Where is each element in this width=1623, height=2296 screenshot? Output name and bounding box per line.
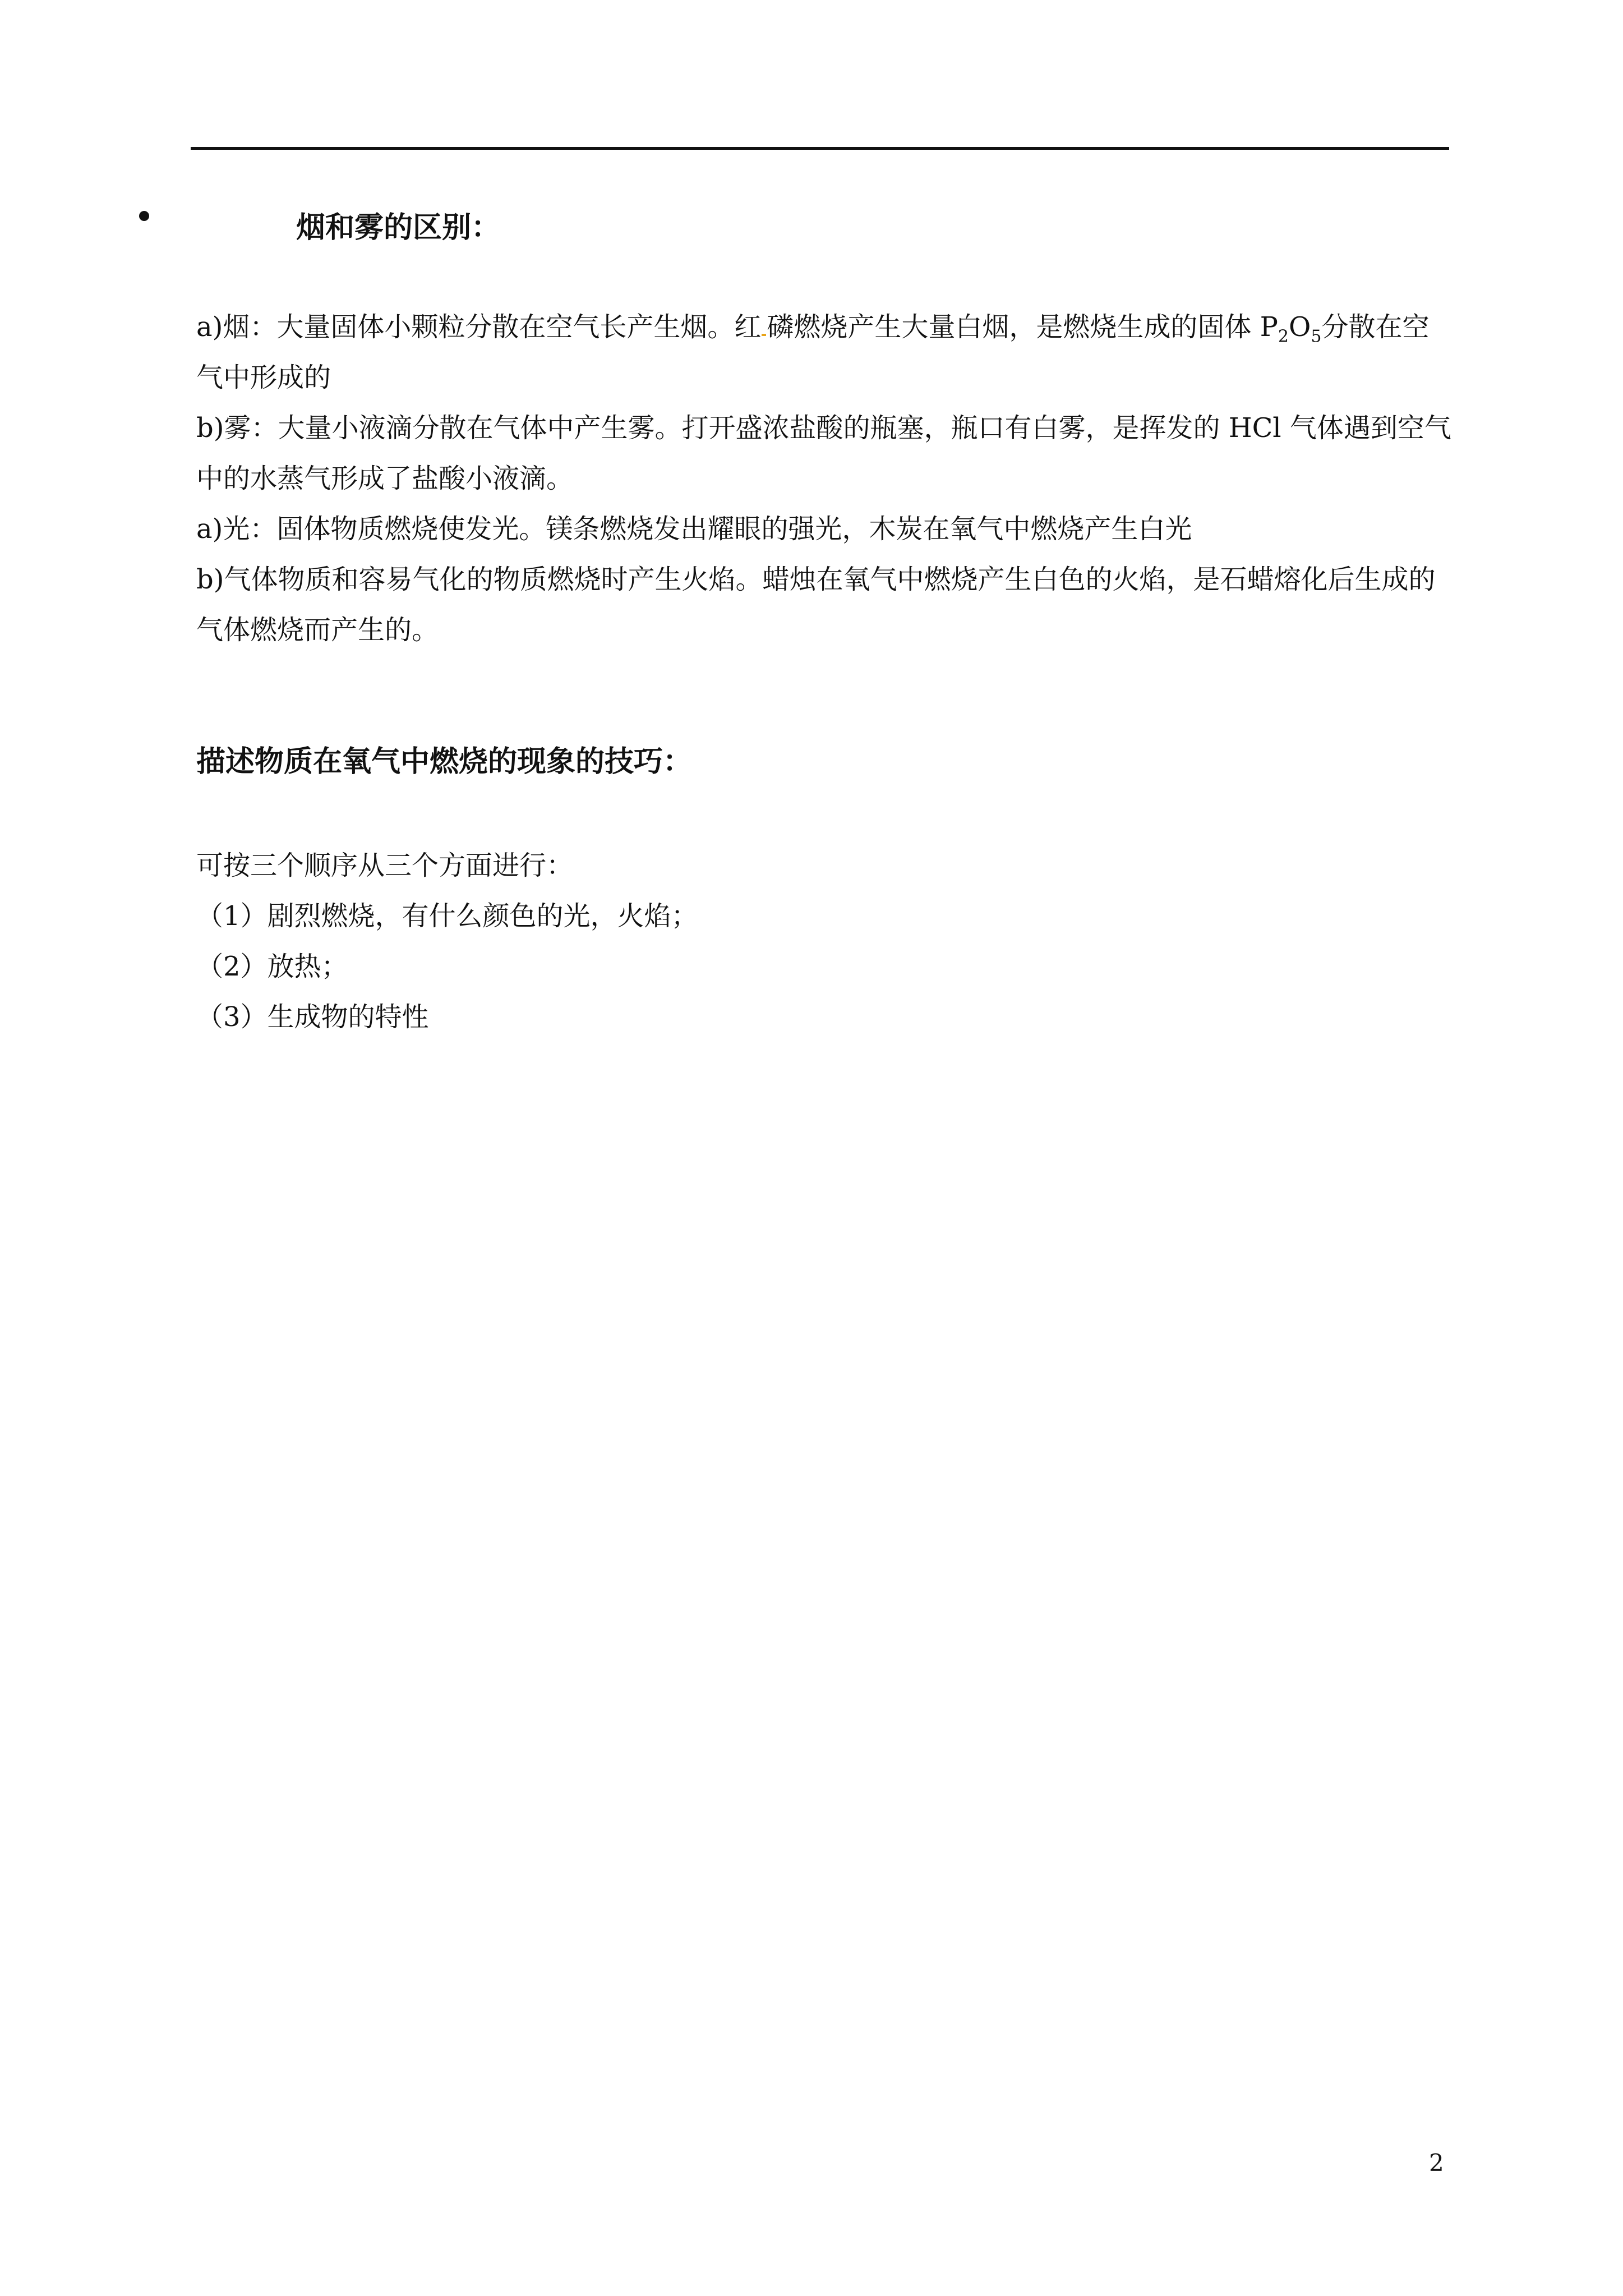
list-item: （2）放热； <box>196 951 348 982</box>
paragraph-light: a)光：固体物质燃烧使发光。镁条燃烧发出耀眼的强光，木炭在氧气中燃烧产生白光 <box>196 513 1192 545</box>
paragraph-intro: 可按三个顺序从三个方面进行： <box>196 850 574 881</box>
edit-marker-icon <box>762 334 766 336</box>
paragraph-flame: b)气体物质和容易气化的物质燃烧时产生火焰。蜡烛在氧气中燃烧产生白色的火焰，是石蜡熔化后生成的气体燃烧而产生的。 <box>196 564 1436 646</box>
section-heading-combustion-tips: 描述物质在氧气中燃烧的现象的技巧： <box>196 744 693 779</box>
page-number: 2 <box>1429 2149 1444 2177</box>
section-body-smoke-fog <box>196 302 1453 655</box>
list-item: （1）剧烈燃烧，有什么颜色的光，火焰； <box>196 900 698 932</box>
bullet-icon <box>139 211 149 221</box>
paragraph-smoke: a)烟：大量固体小颗粒分散在空气长产生烟。红 磷燃烧产生大量白烟，是燃烧生成的固体 $P_2O_5$分散在空气中形成的 <box>196 311 1430 393</box>
header-rule <box>191 147 1449 150</box>
list-item: （3）生成物的特性 <box>196 1001 429 1033</box>
paragraph-fog: b)雾：大量小液滴分散在气体中产生雾。打开盛浓盐酸的瓶塞，瓶口有白雾，是挥发的 HCl 气体遇到空气中的水蒸气形成了盐酸小液滴。 <box>196 412 1451 494</box>
section-body-combustion-tips <box>196 840 1453 1042</box>
section-heading-smoke-fog: 烟和雾的区别： <box>296 210 501 245</box>
